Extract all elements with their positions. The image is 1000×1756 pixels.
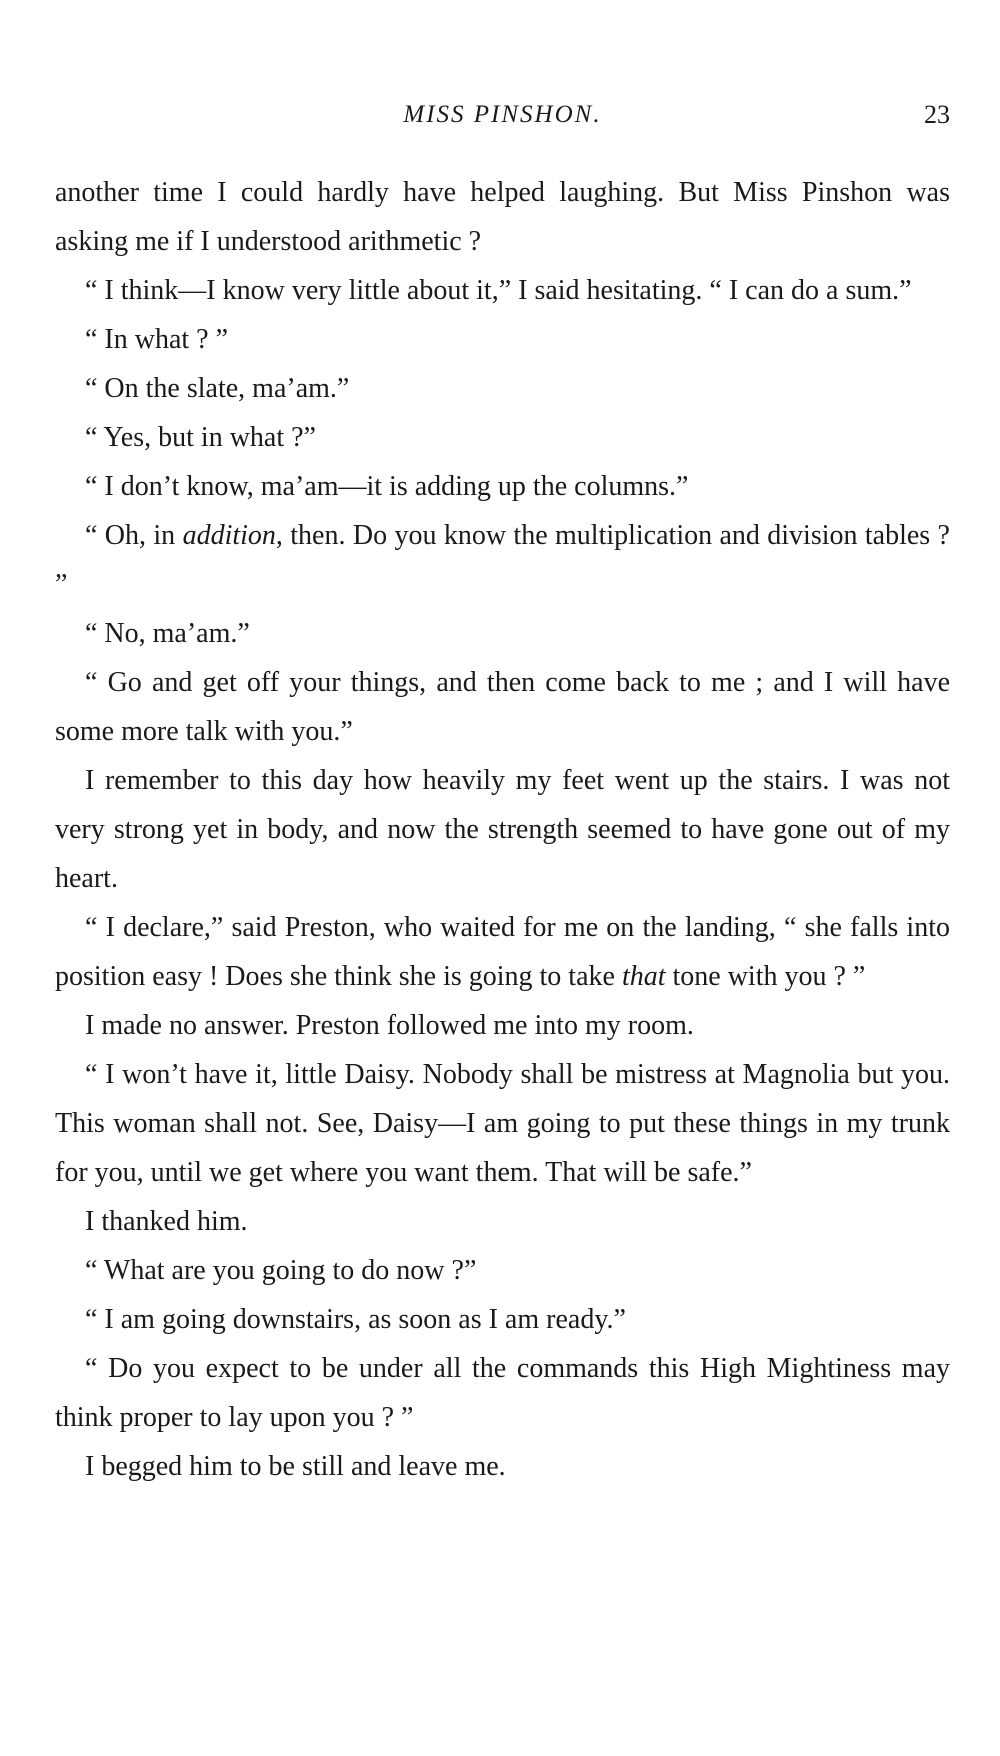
paragraph bbox=[55, 1295, 950, 1344]
paragraph bbox=[55, 1197, 950, 1246]
running-head bbox=[55, 100, 950, 140]
text-segment: I made no answer. Preston followed me into my room. bbox=[85, 1010, 694, 1041]
paragraph bbox=[55, 462, 950, 511]
text-segment: “ In what ? ” bbox=[85, 324, 229, 355]
text-segment: “ Yes, but in what ?” bbox=[85, 422, 316, 453]
paragraph bbox=[55, 168, 950, 266]
running-title: MISS PINSHON. bbox=[403, 101, 602, 128]
text-segment: “ Oh, in bbox=[85, 520, 183, 551]
text-segment: “ On the slate, ma’am.” bbox=[85, 373, 350, 404]
text-segment: “ I think—I know very little about it,” I said hesitating. “ I can do a sum.” bbox=[85, 275, 912, 306]
text-segment: I begged him to be still and leave me. bbox=[85, 1451, 506, 1482]
text-segment: “ What are you going to do now ?” bbox=[85, 1255, 477, 1286]
paragraph bbox=[55, 511, 950, 609]
text-segment: “ I won’t have it, little Daisy. Nobody shall be mistress at Magnolia but you. This woman shall not. See, Daisy—I am going to put these things in my trunk for you, until we get where you want them. That will be safe.” bbox=[55, 1059, 950, 1188]
text-segment: I thanked him. bbox=[85, 1206, 248, 1237]
paragraph bbox=[55, 315, 950, 364]
paragraph bbox=[55, 266, 950, 315]
text-segment: “ No, ma’am.” bbox=[85, 618, 250, 649]
paragraph bbox=[55, 903, 950, 1001]
text-segment: I remember to this day how heavily my feet went up the stairs. I was not very strong yet in body, and now the strength seemed to have gone out of my heart. bbox=[55, 765, 950, 894]
paragraph bbox=[55, 364, 950, 413]
text-segment: “ I am going downstairs, as soon as I am ready.” bbox=[85, 1304, 626, 1335]
text-segment: “ I declare,” said Preston, who waited for me on the landing, “ she falls into position easy ! Does she think she is going to take bbox=[55, 912, 950, 992]
paragraph bbox=[55, 609, 950, 658]
paragraph bbox=[55, 1001, 950, 1050]
paragraph bbox=[55, 658, 950, 756]
text-segment: tone with you ? ” bbox=[665, 961, 866, 992]
text-segment: , then. Do you know the multiplication and division tables ? ” bbox=[55, 520, 950, 600]
paragraph bbox=[55, 1246, 950, 1295]
text-segment: “ Go and get off your things, and then come back to me ; and I will have some more talk with you.” bbox=[55, 667, 950, 747]
paragraph bbox=[55, 1344, 950, 1442]
paragraph bbox=[55, 1050, 950, 1197]
text-segment: another time I could hardly have helped laughing. But Miss Pinshon was asking me if I understood arithmetic ? bbox=[55, 177, 950, 257]
text-segment: “ Do you expect to be under all the commands this High Mightiness may think proper to lay upon you ? ” bbox=[55, 1353, 950, 1433]
paragraph bbox=[55, 413, 950, 462]
page-number: 23 bbox=[924, 100, 950, 129]
text-segment: “ I don’t know, ma’am—it is adding up the columns.” bbox=[85, 471, 689, 502]
emphasized-text: that bbox=[621, 961, 666, 992]
paragraph bbox=[55, 756, 950, 903]
paragraph bbox=[55, 1442, 950, 1491]
body-text bbox=[55, 168, 950, 1491]
emphasized-text: addition bbox=[182, 520, 276, 551]
